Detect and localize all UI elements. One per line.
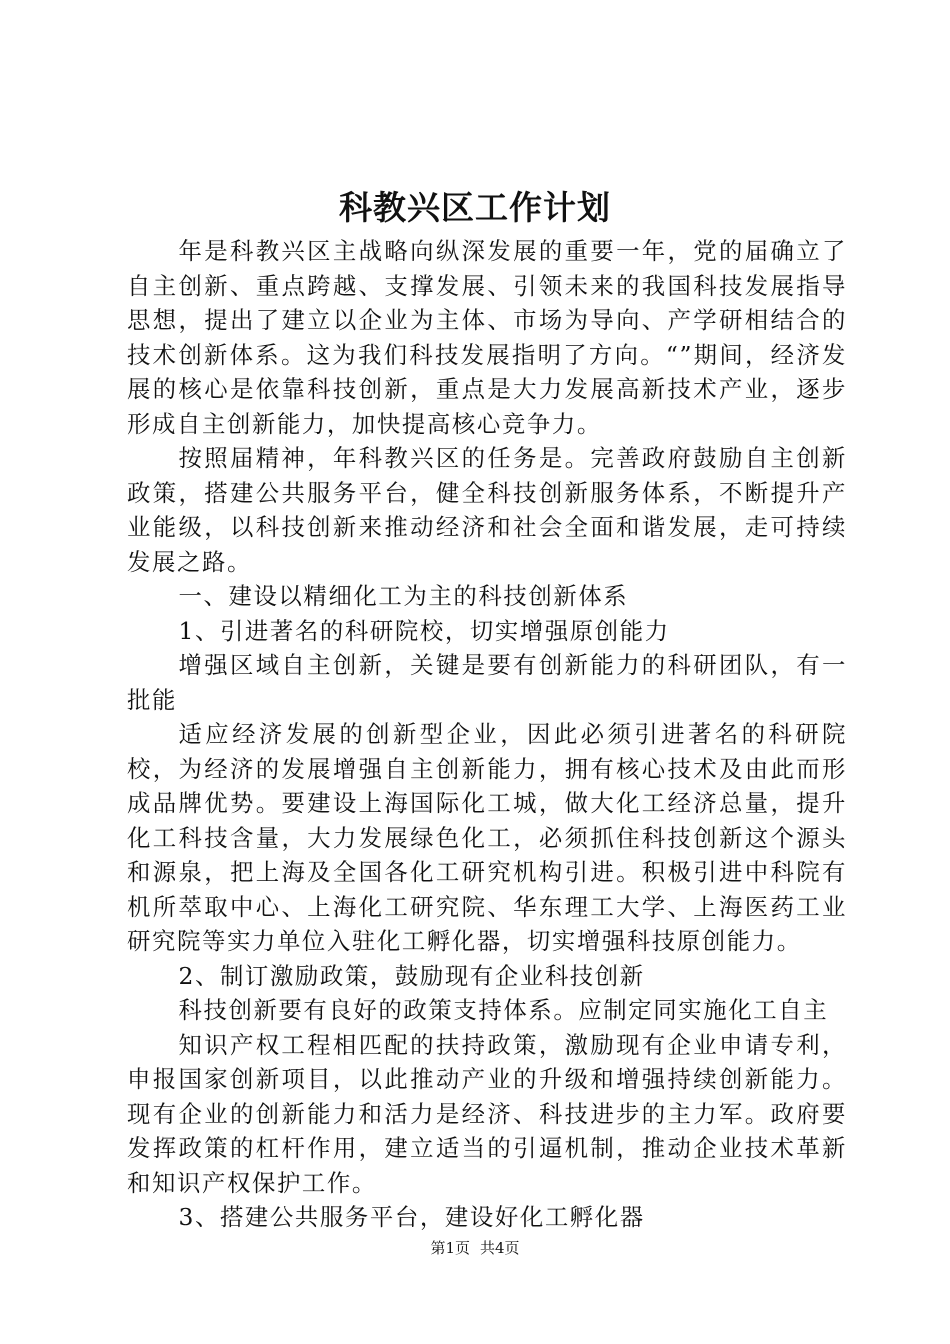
document-title: 科教兴区工作计划 xyxy=(339,188,611,227)
page-footer xyxy=(0,1238,950,1258)
paragraph: 知识产权工程相匹配的扶持政策，激励现有企业申请专利，申报国家创新项目，以此推动产业的升级和增强持续创新能力。现有企业的创新能力和活力是经济、科技进步的主力军。政府要发挥政策的杠杆作用，建立适当的引逼机制，推动企业技术革新和知识产权保护工作。 xyxy=(127,1030,847,1197)
paragraph: 适应经济发展的创新型企业，因此必须引进著名的科研院校，为经济的发展增强自主创新能力，拥有核心技术及由此而形成品牌优势。要建设上海国际化工城，做大化工经济总量，提升化工科技含量，大力发展绿色化工，必须抓住科技创新这个源头和源泉，把上海及全国各化工研究机构引进。积极引进中科院有机所萃取中心、上海化工研究院、华东理工大学、上海医药工业研究院等实力单位入驻化工孵化器，切实增强科技原创能力。 xyxy=(127,720,847,955)
subsection-heading: 3、搭建公共服务平台，建设好化工孵化器 xyxy=(178,1203,645,1231)
document-body xyxy=(127,234,847,1235)
paragraph: 年是科教兴区主战略向纵深发展的重要一年，党的届确立了自主创新、重点跨越、支撑发展、引领未来的我国科技发展指导思想，提出了建立以企业为主体、市场为导向、产学研相结合的技术创新体系。这为我们科技发展指明了方向。“”期间，经济发展的核心是依靠科技创新，重点是大力发展高新技术产业，逐步形成自主创新能力，加快提高核心竞争力。 xyxy=(127,237,847,438)
page-total: 共4页 xyxy=(480,1239,520,1257)
section-heading: 一、建设以精细化工为主的科技创新体系 xyxy=(178,582,629,610)
subsection-heading: 1、引进著名的科研院校，切实增强原创能力 xyxy=(178,616,670,645)
paragraph: 按照届精神，年科教兴区的任务是。完善政府鼓励自主创新政策，搭建公共服务平台，健全科技创新服务体系，不断提升产业能级，以科技创新来推动经济和社会全面和谐发展，走可持续发展之路。 xyxy=(127,444,847,576)
subsection-heading: 2、制订激励政策，鼓励现有企业科技创新 xyxy=(178,961,645,990)
paragraph: 增强区域自主创新，关键是要有创新能力的科研团队，有一批能 xyxy=(127,651,847,714)
page-number: 第1页 xyxy=(430,1239,470,1257)
paragraph: 科技创新要有良好的政策支持体系。应制定同实施化工自主 xyxy=(178,996,829,1024)
